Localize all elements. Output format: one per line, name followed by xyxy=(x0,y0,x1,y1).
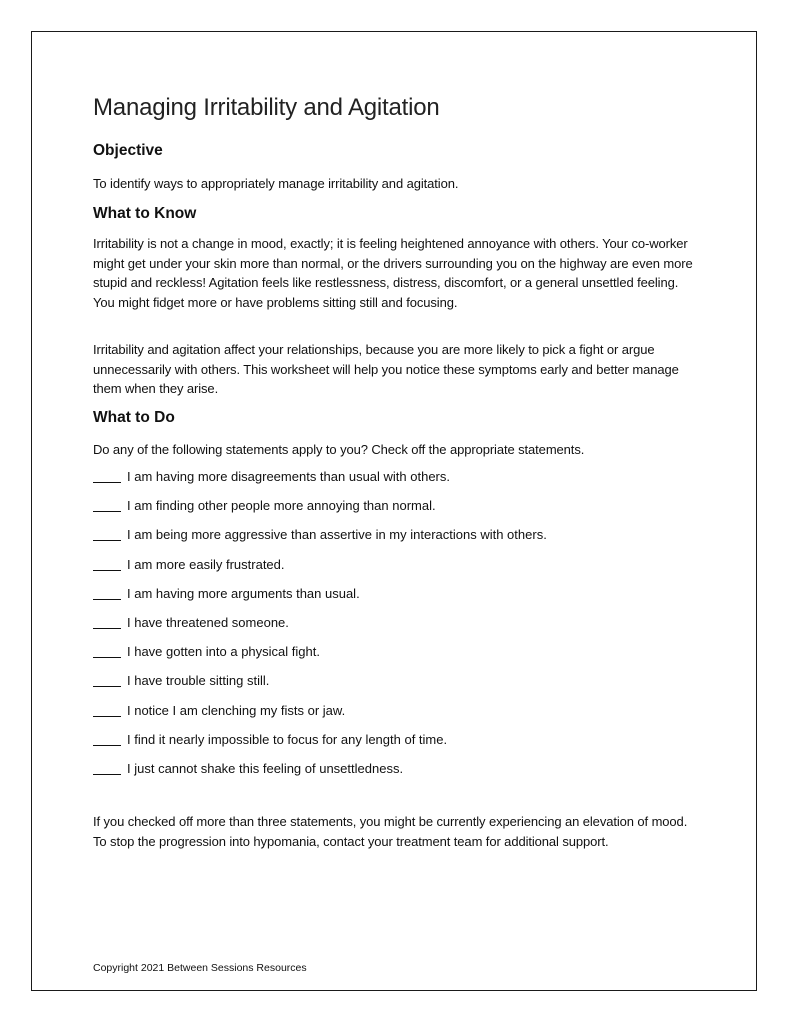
check-blank[interactable] xyxy=(93,469,121,483)
objective-heading: Objective xyxy=(93,142,163,159)
check-blank[interactable] xyxy=(93,703,121,717)
statement-text: I find it nearly impossible to focus for any length of time. xyxy=(127,731,448,747)
statement-text: I just cannot shake this feeling of unsettledness. xyxy=(127,760,404,776)
checklist-item xyxy=(93,586,547,615)
objective-text: To identify ways to appropriately manage irritability and agitation. xyxy=(93,176,459,191)
what-to-know-paragraph-2: Irritability and agitation affect your relationships, because you are more likely to pick a fight or argue unnecessarily with others. This worksheet will help you notice these symptoms early and better manage them when they arise. xyxy=(93,342,679,396)
page-title: Managing Irritability and Agitation xyxy=(93,94,440,121)
statement-text: I am having more disagreements than usual with others. xyxy=(127,469,451,484)
checklist-item xyxy=(93,469,547,498)
statement-text: I am more easily frustrated. xyxy=(127,556,285,572)
what-to-do-heading: What to Do xyxy=(93,409,175,426)
check-blank[interactable] xyxy=(93,761,121,775)
statement-text: I am being more aggressive than assertive in my interactions with others. xyxy=(127,527,547,543)
statement-text: I have trouble sitting still. xyxy=(127,673,270,689)
check-blank[interactable] xyxy=(93,644,121,658)
statement-text: I am finding other people more annoying than normal. xyxy=(127,498,436,514)
check-blank[interactable] xyxy=(93,527,121,541)
conclusion-text: If you checked off more than three statements, you might be currently experiencing an elevation of mood. To stop the progression into hypomania, contact your treatment team for additional support. xyxy=(93,814,688,849)
statement-text: I have threatened someone. xyxy=(127,614,289,630)
statement-text: I notice I am clenching my fists or jaw. xyxy=(127,702,346,718)
what-to-know-paragraph-1: Irritability is not a change in mood, exactly; it is feeling heightened annoyance with others. Your co-worker might get under your skin more than normal, or the drivers surrounding you on the highway are even more stupid and reckless! Agitation feels like restlessness, distress, discomfort, or a general unsettled feeling. You might fidget more or have problems sitting still and focusing. xyxy=(93,236,693,310)
copyright-footer: Copyright 2021 Between Sessions Resources xyxy=(93,962,307,974)
check-blank[interactable] xyxy=(93,498,121,512)
worksheet-content xyxy=(93,92,693,849)
statement-checklist xyxy=(93,469,547,790)
check-blank[interactable] xyxy=(93,673,121,687)
checklist-item xyxy=(93,557,547,586)
checklist-item xyxy=(93,761,547,790)
check-blank[interactable] xyxy=(93,732,121,746)
checklist-item xyxy=(93,498,547,527)
check-blank[interactable] xyxy=(93,586,121,600)
statement-text: I am having more arguments than usual. xyxy=(127,585,360,601)
checklist-item xyxy=(93,615,547,644)
check-blank[interactable] xyxy=(93,557,121,571)
checklist-item xyxy=(93,673,547,702)
checklist-item xyxy=(93,644,547,673)
checklist-item xyxy=(93,732,547,761)
what-to-know-heading: What to Know xyxy=(93,205,197,222)
checklist-item xyxy=(93,527,547,556)
check-blank[interactable] xyxy=(93,615,121,629)
what-to-do-intro: Do any of the following statements apply to you? Check off the appropriate statements. xyxy=(93,442,585,457)
checklist-item xyxy=(93,703,547,732)
statement-text: I have gotten into a physical fight. xyxy=(127,644,320,660)
